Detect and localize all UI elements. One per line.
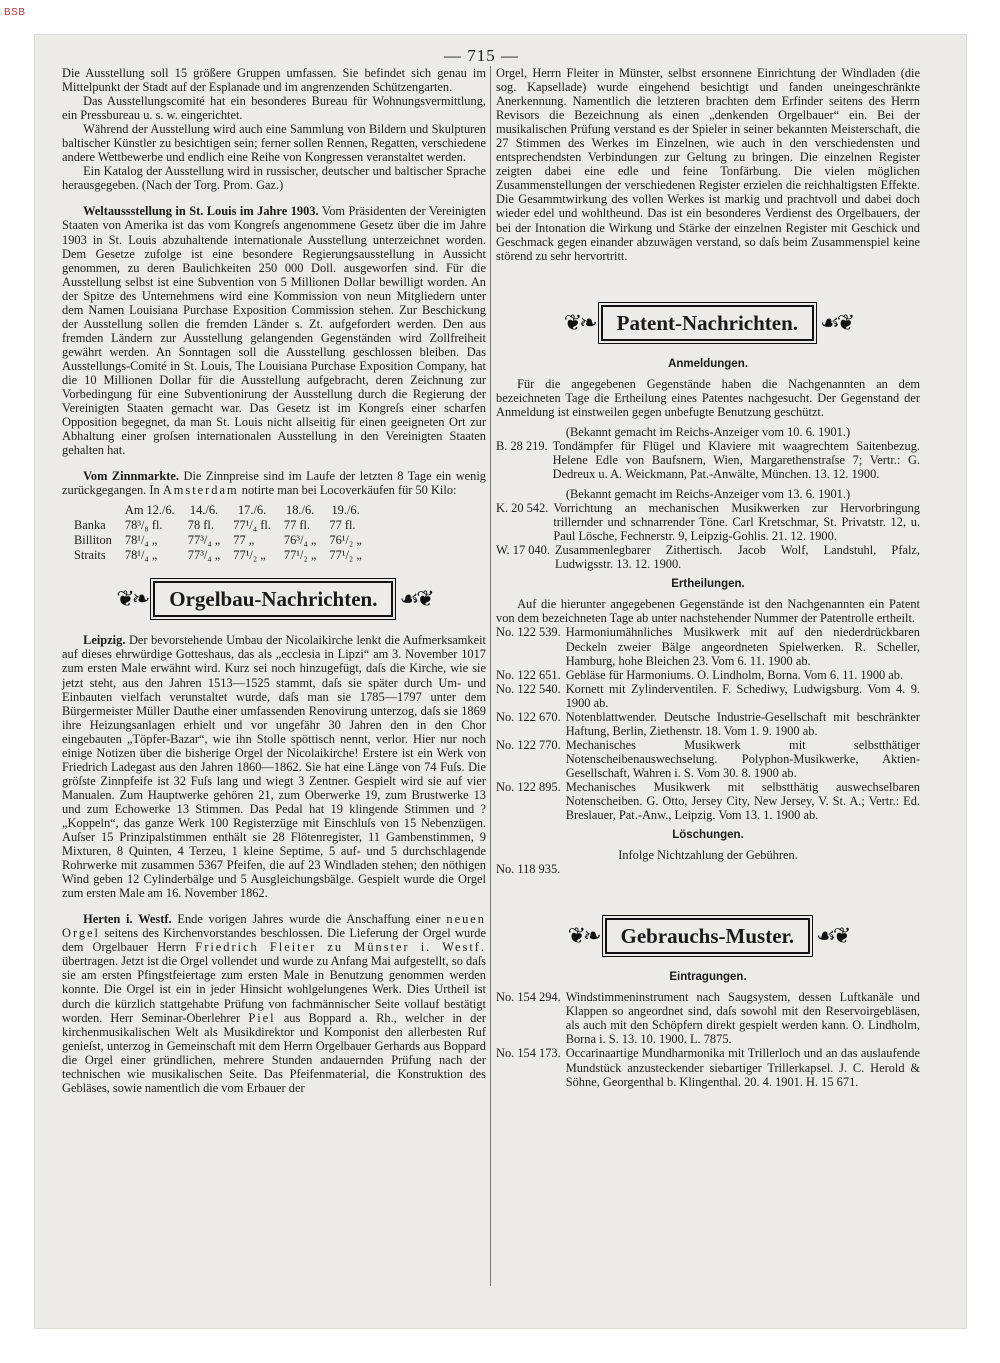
ornament-right-icon: ☙❦ bbox=[820, 309, 853, 335]
application-entry bbox=[496, 501, 920, 543]
leipzig-text: Der bevorstehende Umbau der Nicolaikirche lenkt die Aufmerksamkeit auf dieses ehrwürdige Gotteshaus, das als „ecclesia in Lipzi“ am 3. November 1017 zum ersten Male erwähnt wird. Kurz sei noch hinzugefügt, daſs die Kirche, wie sie jetzt steht, aus den Jahren 1513—1525 stammt, daſs sie später durch Um- und Einbauten vielfach verunstaltet wurde, daſs man sie 1785—1797 unter dem Bürgermeister Müller Dauthe einer umfassenden Renovirung unterzog, daſs sie 1869 ihre Heizungsanlagen erhielt und vor ungefähr 30 Jahren den in den Chor eingebauten „Töpfer-Bazar“, wie ihn Stolle spöttisch nennt, verlor. Hier nur noch einige Notizen über die bisherige Orgel der Nicolaikirche! Erstere ist ein Werk von Friedrich Ladegast aus den Jahren 1860—1862. Sie hat eine Länge von 74 Fuſs. Die gröſste Zinnpfeife ist 32 Fuſs lang und wiegt 3 Zentner. Gespielt wird sie auf vier Manualen. Zum Hauptwerke gehören 21, zum Oberwerke 19, zum Brustwerke 13 und zum Echowerke 13 Stimmen. Das Pedal hat 19 klingende Stimmen und ? „Koppeln“, das ganze Werk 100 Registerzüge mit Einschluſs von 15 Nebenzügen. Auſser 15 Prinzipalstimmen enthält sie 28 Flötenregister, 11 Gambenstimmen, 9 Mixturen, 8 Quinten, 4 Terzeu, 1 kleine Septime, 5 auf- und 5 durchschlagende Rohrwerke mit zusammen 5367 Pfeifen, die auf 23 Windladen stehen; den nöthigen Wind geben 12 Cylinderbälge und 5 Ausgleichungsbälge. Gespielt wurde die Orgel zum ersten Male am 16. November 1862. bbox=[62, 633, 486, 901]
herten-builder: Friedrich Fleiter zu Münster i. Westf. bbox=[195, 940, 486, 955]
exhibition-para-2: Das Ausstellungscomité hat ein besonderes Bureau für Wohnungsvermittlung, ein Pressbureau u. s. w. eingerichtet. bbox=[62, 94, 486, 123]
herten-article bbox=[62, 912, 486, 1095]
tin-text-a: Die Zinnpreise sind im Laufe der letzten 8 Tage ein wenig zurückgegangen. In bbox=[62, 469, 487, 498]
ornament-left-icon: ❦❧ bbox=[563, 309, 595, 335]
utility-entry bbox=[496, 990, 920, 1046]
ertheilungen-heading: Ertheilungen. bbox=[671, 578, 745, 591]
tin-row-banka bbox=[74, 518, 375, 533]
loeschungen-heading: Löschungen. bbox=[672, 829, 744, 842]
tin-value: 78 fl. bbox=[187, 518, 214, 533]
tin-corner bbox=[74, 503, 125, 518]
herten-teacher: Piel bbox=[248, 1010, 276, 1025]
herten-text-b: seitens des Kirchenvorstandes beschlossen. Die Lieferung der Orgel wurde dem Orgelbauer Herrn bbox=[62, 926, 486, 955]
tin-heading: Vom Zinnmarkte. bbox=[83, 469, 180, 484]
grant-entry bbox=[496, 668, 920, 682]
ornament-right-icon: ☙❦ bbox=[816, 923, 849, 949]
spacer bbox=[496, 263, 920, 287]
grant-number: No. 122 540. bbox=[496, 681, 561, 696]
library-mark: BSB bbox=[4, 7, 26, 18]
spacer bbox=[62, 900, 486, 912]
tin-value: 78¹/₄ „ bbox=[124, 548, 158, 563]
leipzig-article bbox=[62, 633, 486, 900]
tin-value: 77 „ bbox=[233, 533, 255, 548]
exhibition-para-4: Ein Katalog der Ausstellung wird in russischer, deutscher und baltischer Sprache herausgegeben. (Nach der Torg. Prom. Gaz.) bbox=[62, 164, 486, 193]
grant-text: Harmoniumähnliches Musikwerk mit auf den niederdrückbaren Deckeln zweier Bälge angeordneten Spielwerken. R. Scheller, Hamburg, hohe Bleichen 23. Vom 6. 11. 1900 ab. bbox=[565, 625, 920, 668]
patent-news-title: Patent-Nachrichten. bbox=[601, 305, 814, 341]
right-column bbox=[496, 66, 920, 1089]
spacer bbox=[62, 457, 486, 469]
ertheilungen-intro: Auf die hierunter angegebenen Gegenstände ist den Nachgenannten ein Patent von dem bezeichneten Tage ab unter nachstehender Nummer der Patentrolle ertheilt. bbox=[496, 597, 920, 626]
stlouis-heading: Weltaussstellung in St. Louis im Jahre 1903. bbox=[83, 204, 319, 219]
tin-value: 78¹/₄ „ bbox=[124, 533, 158, 548]
anmeldungen-intro: Für die angegebenen Gegenstände haben die Nachgenannten an dem bezeichneten Tage die Ertheilung eines Patentes nachgesucht. Der Gegenstand der Anmeldung ist einstweilen gegen unbefugte Benutzung geschützt. bbox=[496, 376, 920, 419]
grant-text: Notenblattwender. Deutsche Industrie-Gesellschaft mit beschränkter Haftung, Berlin, Ziethenstr. 18. Vom 1. 9. 1900 ab. bbox=[565, 709, 920, 738]
application-number: K. 20 542. bbox=[496, 501, 549, 516]
tin-value: 77¹/₂ „ bbox=[283, 548, 317, 563]
page-number: — 715 — bbox=[444, 46, 519, 65]
application-text: Zusammenlegbarer Zithertisch. Jacob Wolf, Landstuhl, Pfalz, Ludwigsstr. 13. 12. 1900. bbox=[554, 543, 920, 572]
tin-value: 77¹/₂ „ bbox=[233, 548, 266, 563]
tin-value: 76¹/₂ „ bbox=[329, 533, 362, 548]
tin-date: 19./6. bbox=[331, 503, 360, 518]
herten-text-c: übertragen. Jetzt ist die Orgel vollendet und wurde zu Anfang Mai aufgestellt, so daſs sie am ersten Pfingstfeiertage zum ersten Male in Benutzung genommen werden konnte. Die Orgel ist ein in jeder Hinsicht wohlgelungenes Werk. Dies Urtheil ist durch die kürzlich stattgehabte Prüfung von fachmännischer Seite vollauf bestätigt worden. Herr Seminar-Oberlehrer bbox=[62, 954, 486, 1025]
tin-value: 77¹/₄ fl. bbox=[233, 518, 271, 533]
tin-value: 77³/₄ „ bbox=[187, 533, 221, 548]
grant-entry bbox=[496, 710, 920, 738]
ornament-left-icon: ❦❧ bbox=[116, 586, 148, 612]
application-number: W. 17 040. bbox=[496, 543, 550, 558]
tin-date: 17./6. bbox=[237, 503, 267, 518]
herten-text-a: Ende vorigen Jahres wurde die Anschaffung einer bbox=[177, 912, 441, 927]
eintragungen-heading: Eintragungen. bbox=[669, 971, 747, 984]
application-text: Tondämpfer für Flügel und Klaviere mit waagrechtem Saitenbezug. Helene Edle von Baufsnern, Wien, Margarethenstraſse 7; Vertr.: G. Dedreux u. A. Weickmann, Pat.-Anwälte, München. 13. 12. 1900. bbox=[552, 438, 920, 481]
grant-number: No. 122 670. bbox=[496, 709, 561, 724]
tin-row-straits bbox=[74, 548, 375, 563]
grant-text: Gebläse für Harmoniums. O. Lindholm, Borna. Vom 6. 11. 1900 ab. bbox=[565, 667, 904, 682]
tin-value: 78³/₈ fl. bbox=[124, 518, 163, 533]
tin-value: 77 fl. bbox=[283, 518, 311, 533]
tin-value: 77¹/₂ „ bbox=[329, 548, 362, 563]
grant-number: No. 122 539. bbox=[496, 625, 561, 640]
tin-date: Am 12./6. bbox=[124, 503, 175, 518]
herten-new-organ: neuen Orgel bbox=[62, 912, 486, 941]
grant-number: No. 122 651. bbox=[496, 667, 561, 682]
announcement-1: (Bekannt gemacht im Reichs-Anzeiger vom 10. 6. 1901.) bbox=[565, 424, 851, 439]
tin-date-row bbox=[74, 503, 375, 518]
grant-number: No. 122 895. bbox=[496, 779, 561, 794]
application-entry bbox=[496, 543, 920, 571]
ornament-left-icon: ❦❧ bbox=[567, 923, 599, 949]
exhibition-para-1: Die Ausstellung soll 15 größere Gruppen umfassen. Sie befindet sich genau im Mittelpunkt der Stadt auf der Esplanade und im angrenzenden Schützengarten. bbox=[62, 66, 486, 95]
tin-article bbox=[62, 469, 486, 497]
loeschungen-number: No. 118 935. bbox=[496, 862, 561, 877]
exhibition-para-3: Während der Ausstellung wird auch eine Sammlung von Bildern und Skulpturen baltischer Künstler zu besichtigen sein; ferner sollen Rennen, Regatten, verschiedene andere Wettbewerbe und endlich eine Reihe von Kongressen veranstaltet werden. bbox=[62, 122, 486, 165]
organ-continued: Orgel, Herrn Fleiter in Münster, selbst ersonnene Einrichtung der Windladen (die sog. Kapsellade) wurde eingehend besichtigt und fanden uneingeschränkte Anerkennung. Namentlich die letzteren brachten dem Erfinder seitens des Herrn Revisors die Bezeichnung als einen „denkenden Orgelbauer“ ein. Bei der musikalischen Prüfung verstand es der Spieler in seiner bekannten Meisterschaft, die 27 Stimmen des Werkes im Einzelnen, wie auch in den verschiedensten und entsprechendsten Verbindungen zur Geltung zu bringen. Die einzelnen Register zeigten dabei eine edle und feine Tonfärbung. Die vielen möglichen Zusammenstellungen der verschiedenen Register erzielen die reichhaltigsten Effekte. Die Gesammtwirkung des vollen Werkes ist markig und prachtvoll und dabei doch wieder edel und wohltheund. Das ist ein besonderes Verdienst des Orgelbauers, der bei der Intonation die Wirkung und Stärke der einzelnen Register mit Geschick und Geschmack gegen einander abzuwägen verstand, so daſs beim Zusammenspiel keine störend zu sehr hervortritt. bbox=[496, 66, 920, 263]
tin-value: 76³/₄ „ bbox=[283, 533, 317, 548]
tin-name: Billiton bbox=[74, 533, 112, 548]
organ-news-banner bbox=[62, 581, 486, 617]
left-column bbox=[62, 66, 486, 1095]
herten-heading: Herten i. Westf. bbox=[83, 912, 172, 927]
grant-entry bbox=[496, 780, 920, 822]
tin-value: 77³/₄ „ bbox=[187, 548, 221, 563]
announcement-2: (Bekannt gemacht im Reichs-Anzeiger vom 13. 6. 1901.) bbox=[565, 487, 851, 502]
column-divider bbox=[490, 66, 491, 1286]
tin-city: Amsterdam bbox=[162, 483, 239, 498]
tin-date: 18./6. bbox=[286, 503, 315, 518]
tin-name: Straits bbox=[74, 548, 106, 563]
utility-text: Windstimmeninstrument nach Saugsystem, dessen Luftkanäle und Klappen so angeordnet sind, daſs sowohl mit den Reservoirgebläsen, als auch mit den Schöpfern direkt gespielt werden kann. O. Lindholm, Borna i. S. 13. 10. 1900. L. 7875. bbox=[565, 990, 920, 1047]
loeschungen-reason: Infolge Nichtzahlung der Gebühren. bbox=[618, 848, 798, 863]
tin-text-b: notirte man bei Locoverkäufen für 50 Kilo: bbox=[241, 483, 457, 498]
utility-model-banner bbox=[496, 918, 920, 954]
ornament-right-icon: ☙❦ bbox=[399, 586, 432, 612]
application-text: Vorrichtung an mechanischen Musikwerken zur Hervorbringung trillernder und schnarrender Töne. Carl Kretschmar, St. Privatstr. 12, u. Paul Lösche, Fechnerstr. 9, Leipzig-Gohlis. 21. 12. 1900. bbox=[553, 501, 920, 544]
tin-date: 14./6. bbox=[189, 503, 219, 518]
stlouis-text: Vom Präsidenten der Vereinigten Staaten von Amerika ist das vom Kongreſs angenommene Gesetz über die im Jahre 1903 in St. Louis abzuhaltende internationale Ausstellung unterzeichnet worden. Dem Gesetze zufolge ist eine besondere Regierungsausstellung in Aussicht genommen, zu deren Baulichkeiten 250 000 Doll. ausgeworfen sind. Für die Ausstellung selbst ist eine Subvention von 5 Millionen Dollar bewilligt worden. An der Spitze des Unternehmens wird eine Kommission von neun Mitgliedern unter dem Namen Louisiana Purchase Exposition Commission stehen. Zur Beschickung der Ausstellung sollen die fremden Länder s. Zt. aufgefordert werden. Den aus fremden Ländern zur Ausstellung gelangenden Gegenständen wird Zollfreiheit gewährt werden. An Sonntagen soll die Ausstellung geschlossen bleiben. Das Ausstellungs-Comité in St. Louis, The Louisiana Purchase Exposition Company, hat die 10 Millionen Dollar für die Ausstellung aufgebracht, deren Zeichnung zur Vorbedingung für eine Subventionirung der Ausstellung durch die Regierung der Vereinigten Staaten gemacht war. Das Gesetz ist im Kongreſs einer scharfen Opposition begegnet, da man St. Louis nicht allseitig für einen geeigneten Ort zur Abhaltung einer groſsen internationalen Ausstellung in den Vereinigten Staaten gehalten hat. bbox=[62, 204, 486, 458]
grant-text: Mechanisches Musikwerk mit selbstthätiger Notenscheibenauswechselung. Polyphon-Musikwerke, Aktien-Gesellschaft, Wahren i. S. Vom 30. 8. 1900 ab. bbox=[565, 737, 920, 780]
patent-news-banner bbox=[496, 305, 920, 341]
grant-text: Kornett mit Zylinderventilen. F. Schediwy, Ludwigsburg. Vom 4. 9. 1900 ab. bbox=[565, 681, 920, 710]
application-entry bbox=[496, 439, 920, 481]
utility-number: No. 154 294. bbox=[496, 990, 561, 1005]
stlouis-article bbox=[62, 204, 486, 457]
grant-entry bbox=[496, 682, 920, 710]
herten-text-d: aus Boppard a. Rh., welcher in der kirchenmusikalischen Welt als Musikdirektor und Komponist den allerbesten Ruf genieſst, unterzog in Gemeinschaft mit dem Herrn Orgelbauer Gerhards aus Boppard die Orgel einer gründlichen, mehrere Stunden andauernden Prüfung nach der technischen wie musikalischen Seite. Das Pfeifenmaterial, die Konstruktion des Gebläses, sowie namentlich die vom Erbauer der bbox=[62, 1010, 486, 1095]
utility-text: Occarinaartige Mundharmonika mit Trillerloch und an das auslaufende Mundstück anzusteckender siebartiger Trillerkapsel. J. C. Herold & Söhne, Georgenthal b. Klingenthal. 20. 4. 1901. H. 15 671. bbox=[565, 1046, 920, 1089]
spacer bbox=[496, 876, 920, 900]
spacer bbox=[62, 192, 486, 204]
grant-text: Mechanisches Musikwerk mit selbstthätig auswechselbaren Notenscheiben. G. Otto, Jersey City, New Jersey, V. St. A.; Vertr.: Ed. Breslauer, Pat.-Anw., Leipzig. Vom 13. 1. 1900 ab. bbox=[565, 779, 920, 823]
tin-name: Banka bbox=[74, 518, 106, 533]
tin-value: 77 fl. bbox=[329, 518, 356, 533]
application-number: B. 28 219. bbox=[496, 438, 548, 453]
utility-model-title: Gebrauchs-Muster. bbox=[605, 918, 811, 954]
anmeldungen-heading: Anmeldungen. bbox=[668, 357, 748, 370]
grant-entry bbox=[496, 625, 920, 667]
tin-row-billiton bbox=[74, 533, 375, 548]
grant-entry bbox=[496, 738, 920, 780]
grant-number: No. 122 770. bbox=[496, 737, 561, 752]
leipzig-heading: Leipzig. bbox=[83, 633, 126, 648]
tin-price-table bbox=[74, 503, 375, 563]
utility-entry bbox=[496, 1046, 920, 1088]
organ-news-title: Orgelbau-Nachrichten. bbox=[153, 581, 393, 617]
utility-number: No. 154 173. bbox=[496, 1046, 561, 1061]
